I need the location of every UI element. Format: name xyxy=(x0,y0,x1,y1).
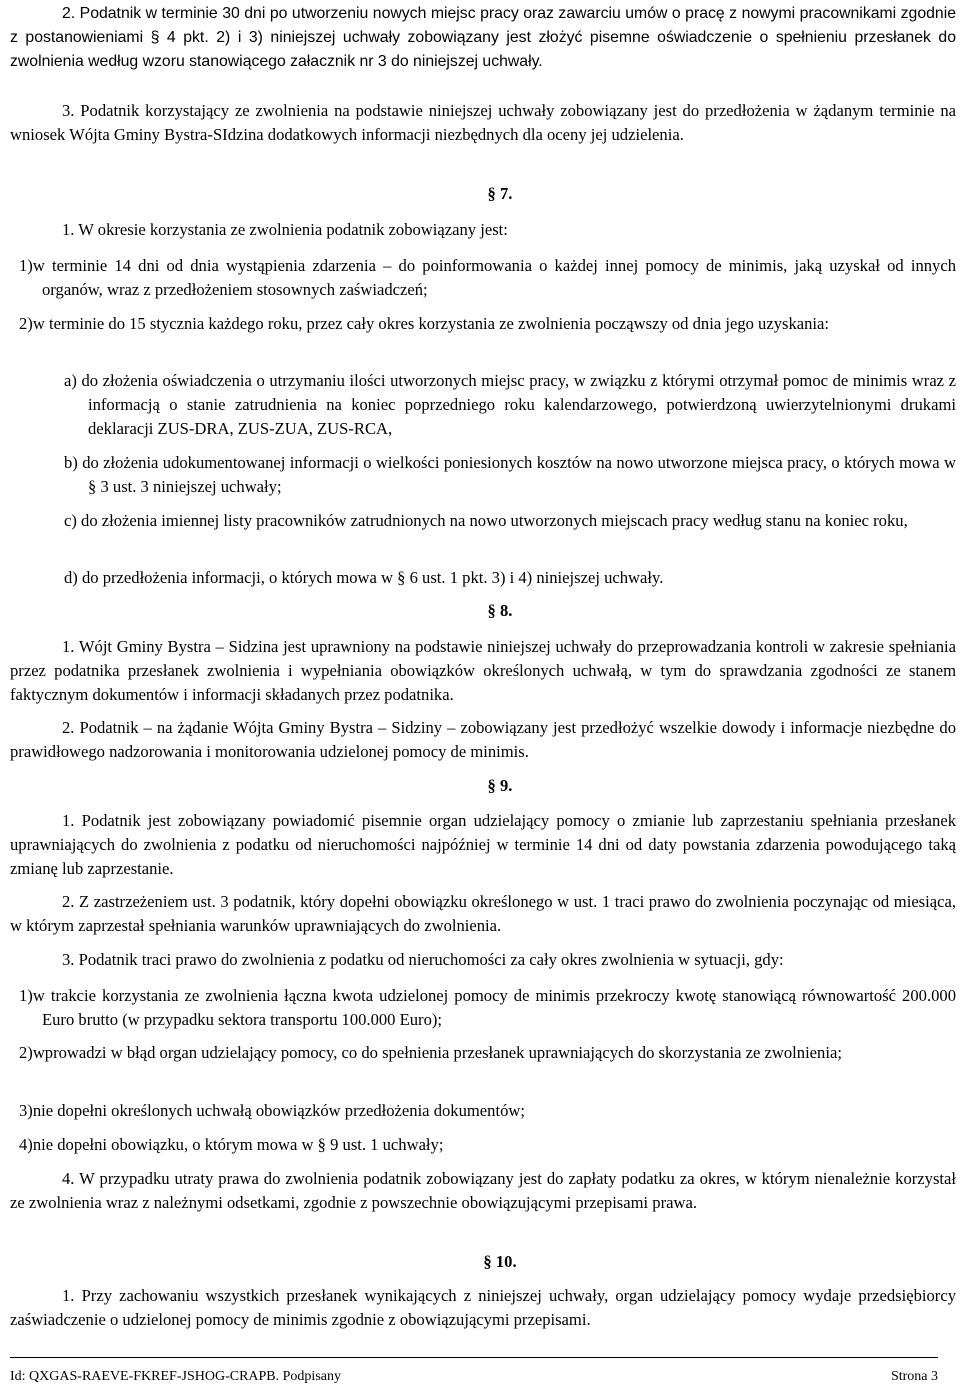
section-7-heading: § 7. xyxy=(487,184,513,203)
page-footer xyxy=(10,1357,938,1386)
paragraph-text: 3. Podatnik traci prawo do zwolnienia z podatku od nieruchomości za cały okres zwolnienia w sytuacji, gdy: xyxy=(62,950,784,969)
list-item-text: b) do złożenia udokumentowanej informacji o wielkości poniesionych kosztów na nowo utworzone miejsca pracy, o których mowa w § 3 ust. 3 niniejszej uchwały; xyxy=(64,453,956,496)
paragraph-6-3 xyxy=(10,99,956,147)
paragraph-6-2 xyxy=(10,2,956,74)
list-item-text: c) do złożenia imiennej listy pracowników zatrudnionych na nowo utworzonych miejscach pracy według stanu na koniec roku, xyxy=(64,511,908,530)
paragraph-text: 1. W okresie korzystania ze zwolnienia podatnik zobowiązany jest: xyxy=(62,220,508,239)
document-id: Id: QXGAS-RAEVE-FKREF-JSHOG-CRAPB. Podpisany xyxy=(10,1369,341,1384)
list-item-7-d xyxy=(10,566,956,590)
paragraph-text: 1. Przy zachowaniu wszystkich przesłanek wynikających z niniejszej uchwały, organ udzielający pomocy wydaje przedsiębiorcy zaświadczenie o udzielonej pomocy de minimis zgodnie z obowiązującymi przepisami. xyxy=(10,1286,956,1329)
paragraph-text: 3. Podatnik korzystający ze zwolnienia na podstawie niniejszej uchwały zobowiązany jest do przedłożenia w żądanym terminie na wniosek Wójta Gminy Bystra-SIdzina dodatkowych informacji niezbędnych dla oceny jej udzielenia. xyxy=(10,101,956,144)
list-item-7-1-1 xyxy=(10,254,956,302)
list-item-text: 2)w terminie do 15 stycznia każdego roku, przez cały okres korzystania ze zwolnienia począwszy od dnia jego uzyskania: xyxy=(19,314,830,333)
list-item-text: 1)w terminie 14 dni od dnia wystąpienia zdarzenia – do poinformowania o każdej innej pomocy de minimis, jaką uzyskał od innych organów, wraz z przedłożeniem stosownych zaświadczeń; xyxy=(19,256,956,299)
paragraph-8-1 xyxy=(10,635,956,707)
list-item-text: d) do przedłożenia informacji, o których mowa w § 6 ust. 1 pkt. 3) i 4) niniejszej uchwały. xyxy=(64,568,664,587)
list-item-9-3-1 xyxy=(10,984,956,1032)
page-number: Strona 3 xyxy=(890,1369,938,1384)
list-item-text: a) do złożenia oświadczenia o utrzymaniu ilości utworzonych miejsc pracy, w związku z którymi otrzymał pomoc de minimis wraz z informacją o stanie zatrudnienia na koniec poprzedniego roku kalendarzowego, potwierdzoną uwierzytelnionymi drukami deklaracji ZUS-DRA, ZUS-ZUA, ZUS-RCA, xyxy=(64,371,956,438)
list-item-9-3-4 xyxy=(10,1133,956,1157)
section-8-heading: § 8. xyxy=(487,601,513,620)
section-10-heading: § 10. xyxy=(483,1252,517,1271)
paragraph-10-1 xyxy=(10,1284,956,1332)
paragraph-7-1 xyxy=(10,218,956,242)
paragraph-9-3 xyxy=(10,948,956,972)
paragraph-9-4 xyxy=(10,1167,956,1215)
list-item-9-3-3 xyxy=(10,1099,956,1123)
list-item-text: 4)nie dopełni obowiązku, o którym mowa w § 9 ust. 1 uchwały; xyxy=(19,1135,444,1154)
paragraph-8-2 xyxy=(10,716,956,764)
paragraph-text: 1. Podatnik jest zobowiązany powiadomić pisemnie organ udzielający pomocy o zmianie lub zaprzestaniu spełniania przesłanek uprawniających do zwolnienia z podatku od nieruchomości najpóźniej w terminie 14 dni od daty powstania zdarzenia powodującego taką zmianę lub zaprzestanie. xyxy=(10,811,956,878)
section-9-heading: § 9. xyxy=(487,776,513,795)
list-item-9-3-2 xyxy=(10,1041,956,1065)
list-item-text: 3)nie dopełni określonych uchwałą obowiązków przedłożenia dokumentów; xyxy=(19,1101,525,1120)
list-item-text: 1)w trakcie korzystania ze zwolnienia łączna kwota udzielonej pomocy de minimis przekroczy kwotę stanowiącą równowartość 200.000 Euro brutto (w przypadku sektora transportu 100.000 Euro); xyxy=(19,986,956,1029)
list-item-7-a xyxy=(10,369,956,441)
paragraph-text: 2. Z zastrzeżeniem ust. 3 podatnik, który dopełni obowiązku określonego w ust. 1 traci prawo do zwolnienia poczynając od miesiąca, w którym zaprzestał spełniania warunków uprawniających do zwolnienia. xyxy=(10,892,956,935)
paragraph-9-1 xyxy=(10,809,956,881)
paragraph-9-2 xyxy=(10,890,956,938)
list-item-text: 2)wprowadzi w błąd organ udzielający pomocy, co do spełnienia przesłanek uprawniających do skorzystania ze zwolnienia; xyxy=(19,1043,842,1062)
paragraph-text: 2. Podatnik w terminie 30 dni po utworzeniu nowych miejsc pracy oraz zawarciu umów o pracę z nowymi pracownikami zgodnie z postanowieniami § 4 pkt. 2) i 3) niniejszej uchwały zobowiązany jest złożyć pisemne oświadczenie o spełnieniu przesłanek do zwolnienia według wzoru stanowiącego załacznik nr 3 do niniejszej uchwały. xyxy=(10,5,956,70)
paragraph-text: 2. Podatnik – na żądanie Wójta Gminy Bystra – Sidziny – zobowiązany jest przedłożyć wszelkie dowody i informacje niezbędne do prawidłowego nadzorowania i monitorowania udzielonej pomocy de minimis. xyxy=(10,718,956,761)
list-item-7-c xyxy=(10,509,956,533)
list-item-7-1-2 xyxy=(10,312,956,336)
list-item-7-b xyxy=(10,451,956,499)
paragraph-text: 4. W przypadku utraty prawa do zwolnienia podatnik zobowiązany jest do zapłaty podatku za okres, w którym nienależnie korzystał ze zwolnienia wraz z należnymi odsetkami, zgodnie z powszechnie obowiązującymi przepisami prawa. xyxy=(10,1169,956,1212)
paragraph-text: 1. Wójt Gminy Bystra – Sidzina jest uprawniony na podstawie niniejszej uchwały do przeprowadzania kontroli w zakresie spełniania przez podatnika przesłanek zwolnienia i wypełniania obowiązków określonych uchwałą, w tym do sprawdzania zgodności ze stanem faktycznym dokumentów i informacji składanych przez podatnika. xyxy=(10,637,956,704)
